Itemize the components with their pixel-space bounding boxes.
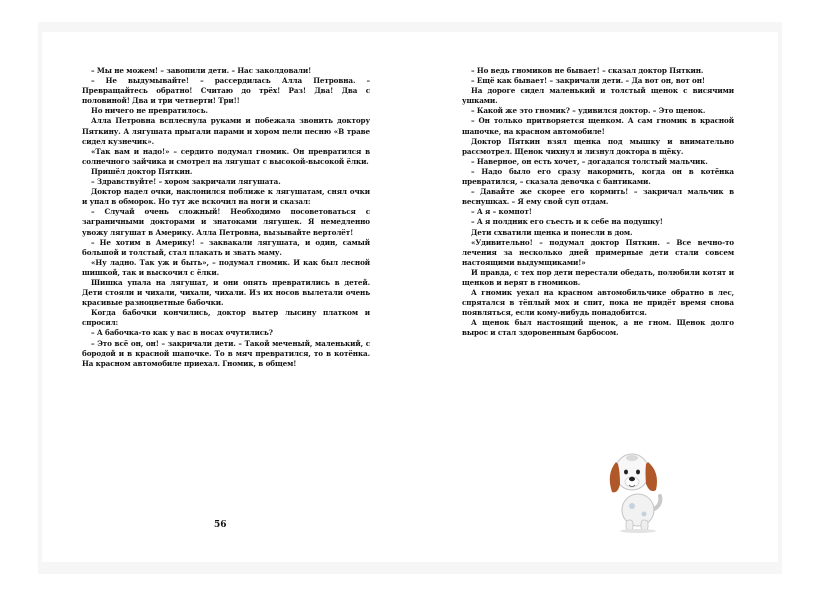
paragraph: Когда бабочки кончились, доктор вытер лысину платком и спросил: xyxy=(82,308,370,328)
paragraph: Доктор Пяткин взял щенка под мышку и внимательно рассмотрел. Щенок чихнул и лизнул доктора в щёку. xyxy=(462,136,734,156)
paragraph: – Случай очень сложный! Необходимо посоветоваться с заграничными докторами и знатоками лягушек. Я немедленно увожу лягушат в Америку. Алла Петровна, вызывайте вертолёт! xyxy=(82,207,370,237)
paragraph: И правда, с тех пор дети перестали обедать, полюбили котят и щенков и верят в гномиков. xyxy=(462,267,734,287)
dog-illustration-icon xyxy=(602,424,670,534)
paragraph: «Так вам и надо!» – сердито подумал гномик. Он превратился в солнечного зайчика и смотрел на лягушат с высокой-высокой ёлки. xyxy=(82,146,370,166)
paragraph: – А бабочка-то как у вас в носах очутились? xyxy=(91,328,273,338)
paragraph: – Не хотим в Америку! – заквакали лягушата, и один, самый большой и толстый, стал плакать и звать маму. xyxy=(82,237,370,257)
paragraph: – Какой же это гномик? – удивился доктор. – Это щенок. xyxy=(471,106,706,116)
paragraph: А гномик уехал на красном автомобильчике обратно в лес, спрятался в тёплый мох и спит, пока не придёт время снова появляться, если кому-нибудь понадобится. xyxy=(462,288,734,318)
paragraph: Шишка упала на лягушат, и они опять превратились в детей. Дети стояли и чихали, чихали, чихали. Из их носов вылетали очень красивые разноцветные бабочки. xyxy=(82,277,370,308)
paragraph: – Ещё как бывает! – закричали дети. – Да вот он, вот он! xyxy=(471,76,705,86)
paragraph: – А я – компот! xyxy=(471,207,532,217)
right-page xyxy=(410,32,778,562)
page-number: 56 xyxy=(214,520,227,530)
paragraph: – Но ведь гномиков не бывает! – сказал доктор Пяткин. xyxy=(471,66,704,75)
paragraph: – Наверное, он есть хочет, – догадался толстый мальчик. xyxy=(471,156,708,166)
paragraph: Доктор надел очки, наклонился поближе к лягушатам, снял очки и упал в обморок. Но тут же вскочил на ноги и сказал: xyxy=(82,187,370,207)
paragraph: – Давайте же скорее его кормить! – закричал мальчик в веснушках. – Я ему свой суп отдам. xyxy=(462,187,734,207)
paragraph: «Удивительно! – подумал доктор Пяткин. – Все вечно-то лечения за несколько дней примерные дети стали совсем настоящими выдумщиками!» xyxy=(462,237,734,267)
left-text-column xyxy=(82,66,370,369)
paragraph: – Он только притворяется щенком. А сам гномик в красной шапочке, на красном автомобиле! xyxy=(462,116,734,136)
paragraph: «Ну ладно. Так уж и быть», – подумал гномик. И как был лесной шишкой, так и выскочил с ёлки. xyxy=(82,257,370,277)
paragraph: Алла Петровна всплеснула руками и побежала звонить доктору Пяткину. А лягушата прыгали парами и хором пели песню «В траве сидел кузнечик». xyxy=(82,116,370,146)
paragraph: – Здравствуйте! – хором закричали лягушата. xyxy=(91,177,281,187)
paragraph: Но ничего не превратилось. xyxy=(91,106,208,116)
right-text-column xyxy=(462,66,734,339)
paragraph: – Это всё он, он! – закричали дети. – Такой меченый, маленький, с бородой и в красной шапочке. То в мяч превратился, то в котёнка. На красном автомобиле приехал. Гномик, в общем! xyxy=(82,338,370,368)
paragraph: – Мы не можем! – завопили дети. – Нас заколдовали! xyxy=(91,66,312,75)
left-page xyxy=(42,32,412,562)
paragraph: А щенок был настоящий щенок, а не гном. Щенок долго вырос и стал здоровенным барбосом. xyxy=(462,318,734,338)
paragraph: – Надо было его сразу накормить, когда он в котёнка превратился, – сказала девочка с бантиками. xyxy=(462,166,734,187)
paragraph: Пришёл доктор Пяткин. xyxy=(91,166,193,176)
book-spread xyxy=(38,22,782,574)
paragraph: – А я полдник его съесть и к себе на подушку! xyxy=(471,217,663,227)
paragraph: Дети схватили щенка и понесли в дом. xyxy=(471,227,633,237)
paragraph: – Не выдумывайте! – рассердилась Алла Петровна. – Превращайтесь обратно! Считаю до трёх! Раз! Два! Два с половиной! Два и три четверти! Три!! xyxy=(82,76,370,106)
paragraph: На дороге сидел маленький и толстый щенок с висячими ушками. xyxy=(462,86,734,106)
